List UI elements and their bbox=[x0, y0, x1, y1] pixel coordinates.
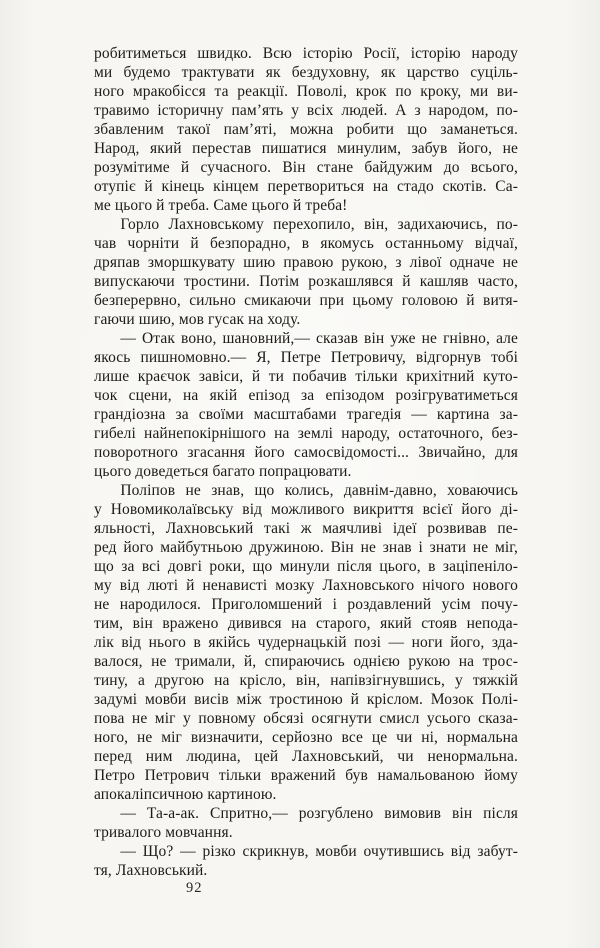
paragraph bbox=[94, 44, 518, 215]
text-line: Поліпов не знав, що колись, давнім-давно, ховаючись bbox=[120, 482, 518, 499]
text-line: тривалого мовчання. bbox=[94, 824, 233, 841]
text-line: задумі мовби висів між тростиною й кріслом. Мозок Полі- bbox=[94, 691, 518, 708]
text-line: поворотного згасання його самосвідомості... Звичайно, для bbox=[94, 444, 518, 461]
text-line: ми будемо трактувати як бездуховну, як царство суціль- bbox=[94, 64, 518, 81]
text-line: тим, він вражено дивився на старого, який стояв непода- bbox=[94, 615, 518, 632]
text-line: ме цього й треба. Саме цього й треба! bbox=[94, 197, 348, 214]
text-line: цього доведеться багато попрацювати. bbox=[94, 463, 352, 480]
text-line: — Та-а-ак. Спритно,— розгублено вимовив він після bbox=[120, 805, 518, 822]
text-line: у Новомиколаївську від можливого викриття всієї його ді- bbox=[94, 501, 518, 518]
text-line: тя, Лахновський. bbox=[94, 862, 208, 879]
text-line: Народ, який перестав пишатися минулим, забув його, не bbox=[94, 140, 518, 157]
paragraph bbox=[94, 329, 518, 481]
text-line: Петро Петрович тільки вражений був намальованою йому bbox=[94, 767, 518, 784]
text-line: ред його майбутньою дружиною. Він не знав і знати не міг, bbox=[94, 539, 518, 556]
text-line: не народилося. Приголомшений і роздавлений усім почу- bbox=[94, 596, 518, 613]
text-line: Горло Лахновському перехопило, він, задихаючись, по- bbox=[120, 216, 518, 233]
text-line: випускаючи тростини. Потім розкашлявся й кашляв часто, bbox=[94, 273, 518, 290]
text-line: — Що? — різко скрикнув, мовби очутившись від забут- bbox=[120, 843, 518, 860]
text-line: тину, а другою на крісло, він, напівзігнувшись, у тяжкій bbox=[94, 672, 518, 689]
paragraph bbox=[94, 842, 518, 880]
text-line: безперервно, сильно смикаючи при цьому головою й витя- bbox=[94, 292, 518, 309]
text-block bbox=[94, 44, 518, 880]
text-line: дряпав зморшкувату шию правою рукою, з лівої одначе не bbox=[94, 254, 518, 271]
paragraph bbox=[94, 481, 518, 804]
text-line: перед ним людина, цей Лахновський, чи ненормальна. bbox=[94, 748, 518, 765]
paragraph bbox=[94, 215, 518, 329]
text-line: травимо історичну пам’ять у всіх людей. А з народом, по- bbox=[94, 102, 518, 119]
text-line: лише краєчок завіси, й ти побачив тільки крихітний куто- bbox=[94, 368, 518, 385]
text-line: розумітиме й сучасного. Він стане байдужим до всього, bbox=[94, 159, 518, 176]
text-line: ного, не міг визначити, серйозно все це чи ні, нормальна bbox=[94, 729, 518, 746]
text-line: апокаліпсичною картиною. bbox=[94, 786, 277, 803]
text-line: робитиметься швидко. Всю історію Росії, історію народу bbox=[94, 45, 518, 62]
text-line: чок сцени, на якій епізод за епізодом розігруватиметься bbox=[94, 387, 518, 404]
page-number: 92 bbox=[186, 880, 203, 896]
text-line: — Отак воно, шановний,— сказав він уже не гнівно, але bbox=[120, 330, 518, 347]
text-line: гибелі найнепокірнішого на землі народу, остаточного, без- bbox=[94, 425, 518, 442]
text-line: валося, не тримали, й, спираючись однією рукою на трос- bbox=[94, 653, 518, 670]
text-line: якось пишномовно.— Я, Петре Петровичу, відгорнув тобі bbox=[94, 349, 518, 366]
text-line: му від люті й ненависті мозку Лахновського нічого нового bbox=[94, 577, 518, 594]
text-line: ного мракобісся та реакції. Поволі, крок по кроку, ми ви- bbox=[94, 83, 518, 100]
text-line: яльності, Лахновський такі ж маячливі ідеї розвивав пе- bbox=[94, 520, 518, 537]
text-line: отупіє й кінець кінцем перетвориться на стадо скотів. Са- bbox=[94, 178, 518, 195]
text-line: пова не міг у повному обсязі осягнути смисл усього сказа- bbox=[94, 710, 518, 727]
text-line: чав чорніти й безпорадно, в якомусь останньому відчаї, bbox=[94, 235, 518, 252]
text-line: що за всі довгі роки, що минули після цього, в заціпеніло- bbox=[94, 558, 518, 575]
paragraph bbox=[94, 804, 518, 842]
text-line: збавленим такої пам’яті, можна робити що заманеться. bbox=[94, 121, 518, 138]
text-line: грандіозна за своїми масштабами трагедія — картина за- bbox=[94, 406, 518, 423]
text-line: лік від нього в якійсь чудернацькій позі — ноги його, зда- bbox=[94, 634, 518, 651]
text-line: гаючи шию, мов гусак на ходу. bbox=[94, 311, 301, 328]
